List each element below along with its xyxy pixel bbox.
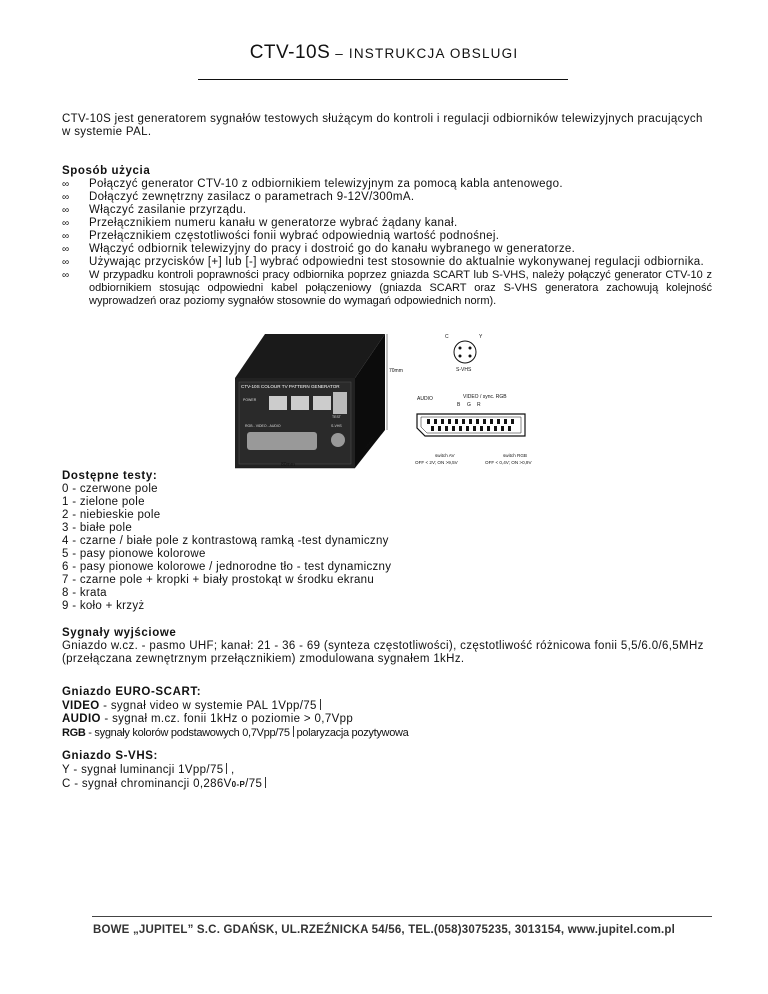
svhs-c-row [62, 777, 712, 791]
svhs-section [62, 750, 712, 791]
bullet-icon: ∞ [62, 179, 70, 190]
page-title [249, 42, 519, 63]
scart-rgb-key: RGB [62, 727, 86, 739]
list-item: 7 - czarne pole + kropki + biały prostokąt w środku ekranu [62, 574, 375, 586]
bullet-icon: ∞ [62, 192, 70, 203]
footer-text: BOWE „JUPITEL” S.C. GDAŃSK, UL.RZEŹNICKA 54/56, TEL.(058)3075235, 3013154, www.jupitel.com.pl [92, 924, 676, 936]
usage-list [62, 178, 712, 308]
outputs-text: Gniazdo w.cz. - pasmo UHF; kanał: 21 - 36 - 69 (synteza częstotliwości), częstotliwość różnicowa fonii 5,5/6.0/6,5MHz (przełączana zewnętrznym przełącznikiem) zmodulowana sygnałem 1kHz. [62, 640, 704, 665]
scart-audio-key: AUDIO [62, 713, 101, 725]
svhs-y-row [62, 763, 712, 777]
list-item: 1 - zielone pole [62, 496, 145, 508]
intro-paragraph: CTV-10S jest generatorem sygnałów testowych służącym do kontroli i regulacji odbiorników telewizyjnych pracujących w systemie PAL. [62, 113, 703, 138]
switch-av-label: switch AV [435, 453, 455, 458]
list-item [62, 230, 712, 243]
scart-rgb-row [62, 726, 712, 740]
scart-b-label: B [457, 402, 461, 408]
list-item: 3 - białe pole [62, 522, 133, 534]
scart-video-value: - sygnał video w systemie PAL 1Vpp/75 [99, 700, 317, 712]
bullet-icon: ∞ [62, 205, 70, 216]
list-item: 0 - czerwone pole [62, 483, 158, 495]
svhs-c-sub: 0-P [231, 780, 246, 789]
bullet-icon: ∞ [62, 244, 70, 255]
usage-section [62, 165, 712, 308]
dim-depth: 120mm [363, 435, 377, 454]
list-item: 2 - niebieskie pole [62, 509, 161, 521]
list-item [62, 269, 712, 308]
bullet-icon: ∞ [62, 257, 70, 268]
device-label: CTV-10S COLOUR TV PATTERN GENERATOR [241, 384, 340, 389]
list-item [62, 243, 712, 256]
scart-audio-label: AUDIO [417, 396, 433, 402]
switch-rgb-label: switch RGB [503, 453, 527, 458]
scart-audio-value: - sygnał m.cz. fonii 1kHz o poziomie > 0,7Vpp [100, 713, 354, 725]
outputs-heading: Sygnały wyjściowe [62, 627, 177, 639]
outputs-section [62, 627, 712, 666]
tests-section [62, 470, 712, 613]
scart-section [62, 686, 712, 740]
svhs-connector-drawing [445, 334, 483, 373]
ohm-box-icon [320, 699, 321, 710]
ohm-box-icon [265, 777, 266, 788]
usage-heading: Sposób użycia [62, 165, 151, 177]
list-item: 8 - krata [62, 587, 107, 599]
list-item: 4 - czarne / białe pole z kontrastową ramką -test dynamiczny [62, 535, 389, 547]
svhs-y-tail: , [227, 764, 235, 776]
bullet-icon: ∞ [62, 231, 70, 242]
scart-audio-row [62, 713, 712, 726]
panel-rgb-label: RGB - VIDEO - AUDIO [245, 424, 281, 428]
list-item [62, 204, 712, 217]
usage-item-text: Przełącznikiem częstotliwości fonii wybrać odpowiednią wartość podnośnej. [89, 230, 500, 242]
dim-width: 80mm [281, 462, 295, 468]
usage-item-text: Dołączyć zewnętrzny zasilacz o parametrach 9-12V/300mA. [89, 191, 415, 203]
svhs-c-tail: /75 [245, 778, 263, 790]
scart-video-row [62, 699, 712, 713]
switch-rgb-value: OFF < 0,4V; ON >0,9V [485, 460, 532, 465]
scart-rgb-tail: polaryzacja pozytywowa [293, 727, 409, 739]
list-item [62, 217, 712, 230]
panel-test-label: TEST [332, 415, 341, 419]
usage-item-text: Przełącznikiem numeru kanału w generatorze wybrać żądany kanał. [89, 217, 458, 229]
svhs-y-text: Y - sygnał luminancji 1Vpp/75 [62, 764, 224, 776]
device-illustration [225, 330, 555, 470]
scart-video-label: VIDEO / sync. RGB [463, 394, 507, 400]
list-item: 5 - pasy pionowe kolorowe [62, 548, 206, 560]
footer-divider [92, 916, 712, 917]
usage-item-text: Używając przycisków [+] lub [-] wybrać odpowiedni test stosownie do aktualnie wykonywanej regulacji odbiornika. [89, 256, 705, 268]
panel-power-label: POWER [243, 398, 257, 402]
usage-item-text: W przypadku kontroli poprawności pracy odbiornika poprzez gniazda SCART lub S-VHS, należy połączyć generator CTV-10 z odbiornikiem stosując odpowiedni kabel połączeniowy (gniazda SCART oraz S-VHS generatora zachowują kolejność wyprowadzeń oraz poziomy sygnałów stosownie do wymagań odpowiednich norm). [89, 269, 712, 307]
svhs-c-text: C - sygnał chrominancji 0,286V [62, 778, 232, 790]
scart-video-key: VIDEO [62, 700, 100, 712]
panel-svhs-label: S-VHS [331, 424, 342, 428]
tests-heading: Dostępne testy: [62, 470, 158, 482]
title-sub: – INSTRUKCJA OBSLUGI [330, 46, 519, 61]
title-underline [198, 79, 568, 80]
scart-connector-drawing [415, 394, 532, 465]
scart-g-label: G [467, 402, 471, 408]
title-block [0, 42, 768, 63]
scart-rgb-value: - sygnały kolorów podstawowych 0,7Vpp/75 [85, 727, 290, 739]
list-item: 6 - pasy pionowe kolorowe / jednorodne tło - test dynamiczny [62, 561, 392, 573]
usage-item-text: Połączyć generator CTV-10 z odbiornikiem telewizyjnym za pomocą kabla antenowego. [89, 178, 563, 190]
scart-r-label: R [477, 402, 481, 408]
list-item [62, 178, 712, 191]
dim-height: 70mm [389, 368, 403, 374]
svhs-heading: Gniazdo S-VHS: [62, 750, 158, 762]
generator-drawing [235, 334, 403, 468]
bullet-icon: ∞ [62, 270, 70, 281]
svhs-y-label: Y [479, 334, 483, 340]
title-main: CTV-10S [249, 42, 331, 63]
list-item: 9 - koło + krzyż [62, 600, 145, 612]
scart-heading: Gniazdo EURO-SCART: [62, 686, 202, 698]
usage-item-text: Włączyć odbiornik telewizyjny do pracy i dostroić go do kanału wybranego w generatorze. [89, 243, 576, 255]
list-item [62, 191, 712, 204]
svhs-label: S-VHS [456, 367, 472, 373]
svhs-c-label: C [445, 334, 449, 340]
usage-item-text: Włączyć zasilanie przyrządu. [89, 204, 247, 216]
switch-av-value: OFF < 2V; ON >9,5V [415, 460, 458, 465]
bullet-icon: ∞ [62, 218, 70, 229]
list-item [62, 256, 712, 269]
